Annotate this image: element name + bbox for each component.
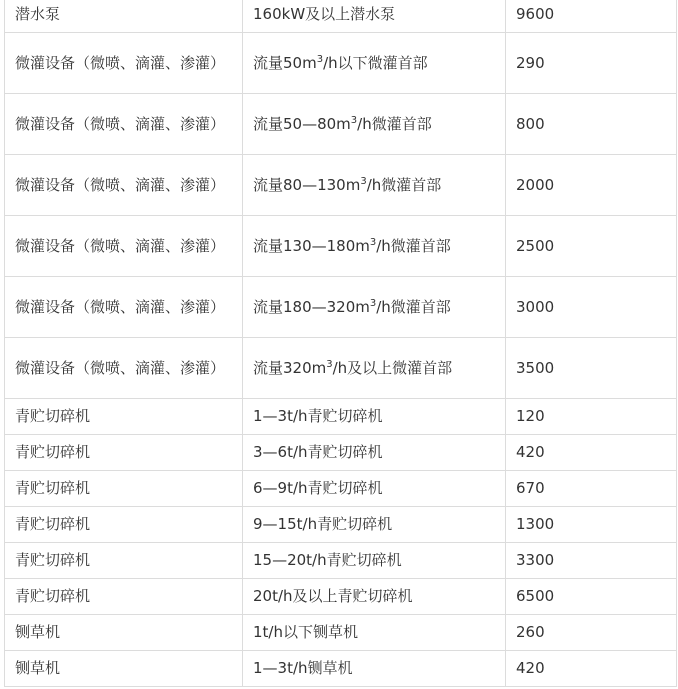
- amount-cell: 3300: [506, 543, 677, 579]
- spec-cell: [243, 0, 506, 33]
- item-name-cell: 青贮切碎机: [5, 579, 243, 615]
- amount-cell: 6500: [506, 579, 677, 615]
- table-row: [5, 471, 677, 507]
- amount-cell: 800: [506, 94, 677, 155]
- spec-text: 流量130—180m: [253, 236, 370, 255]
- spec-cell: [243, 94, 506, 155]
- spec-cell: [243, 507, 506, 543]
- item-name-cell: 微灌设备（微喷、滴灌、渗灌）: [5, 94, 243, 155]
- spec-cell: [243, 338, 506, 399]
- table-row: [5, 579, 677, 615]
- amount-cell: 420: [506, 435, 677, 471]
- spec-text: 9—15t/h青贮切碎机: [253, 515, 393, 533]
- spec-superscript: 3: [360, 175, 367, 187]
- spec-superscript: 3: [369, 297, 377, 309]
- spec-text: 160kW及以上潜水泵: [253, 5, 396, 23]
- spec-superscript: 3: [316, 53, 324, 65]
- table-row: [5, 435, 677, 471]
- spec-text: 15—20t/h青贮切碎机: [253, 551, 402, 569]
- spec-text: 1—3t/h铡草机: [253, 659, 353, 677]
- item-name-cell: 青贮切碎机: [5, 507, 243, 543]
- spec-cell: [243, 579, 506, 615]
- spec-text: 1—3t/h青贮切碎机: [253, 407, 383, 425]
- item-name-cell: 微灌设备（微喷、滴灌、渗灌）: [5, 277, 243, 338]
- spec-cell: [243, 277, 506, 338]
- table-row: [5, 338, 677, 399]
- amount-cell: 3000: [506, 277, 677, 338]
- spec-text: 20t/h及以上青贮切碎机: [253, 587, 413, 605]
- item-name-cell: 铡草机: [5, 615, 243, 651]
- item-name-cell: 微灌设备（微喷、滴灌、渗灌）: [5, 33, 243, 94]
- subsidy-table: [4, 0, 677, 687]
- amount-cell: 670: [506, 471, 677, 507]
- amount-cell: 3500: [506, 338, 677, 399]
- spec-superscript: 3: [326, 358, 333, 370]
- table-row: [5, 216, 677, 277]
- spec-text-after: /h微灌首部: [376, 297, 451, 316]
- spec-text: 流量80—130m: [253, 175, 361, 194]
- table-row: [5, 0, 677, 33]
- table-row: [5, 615, 677, 651]
- table-row: [5, 399, 677, 435]
- amount-cell: 9600: [506, 0, 677, 33]
- item-name-cell: 青贮切碎机: [5, 435, 243, 471]
- spec-cell: [243, 216, 506, 277]
- spec-text: 流量50—80m: [253, 114, 351, 133]
- item-name-cell: 青贮切碎机: [5, 543, 243, 579]
- item-name-cell: 微灌设备（微喷、滴灌、渗灌）: [5, 216, 243, 277]
- amount-cell: 2500: [506, 216, 677, 277]
- spec-cell: [243, 435, 506, 471]
- spec-text-after: /h微灌首部: [366, 175, 442, 194]
- spec-text-after: /h及以上微灌首部: [332, 358, 453, 377]
- item-name-cell: 微灌设备（微喷、滴灌、渗灌）: [5, 338, 243, 399]
- table-row: [5, 651, 677, 687]
- spec-text: 流量320m: [253, 358, 327, 377]
- spec-text-after: /h以下微灌首部: [323, 53, 428, 72]
- amount-cell: 260: [506, 615, 677, 651]
- item-name-cell: 铡草机: [5, 651, 243, 687]
- spec-text: 6—9t/h青贮切碎机: [253, 479, 383, 497]
- amount-cell: 290: [506, 33, 677, 94]
- spec-superscript: 3: [369, 236, 377, 248]
- table-row: [5, 277, 677, 338]
- item-name-cell: 潜水泵: [5, 0, 243, 33]
- spec-text: 流量50m: [253, 53, 317, 72]
- spec-cell: [243, 651, 506, 687]
- table-row: [5, 155, 677, 216]
- spec-cell: [243, 615, 506, 651]
- spec-superscript: 3: [350, 114, 358, 126]
- spec-cell: [243, 155, 506, 216]
- amount-cell: 2000: [506, 155, 677, 216]
- table-row: [5, 94, 677, 155]
- spec-cell: [243, 399, 506, 435]
- spec-text: 1t/h以下铡草机: [253, 623, 358, 641]
- amount-cell: 420: [506, 651, 677, 687]
- table-row: [5, 543, 677, 579]
- item-name-cell: 青贮切碎机: [5, 471, 243, 507]
- table-row: [5, 507, 677, 543]
- item-name-cell: 微灌设备（微喷、滴灌、渗灌）: [5, 155, 243, 216]
- spec-cell: [243, 471, 506, 507]
- spec-text: 3—6t/h青贮切碎机: [253, 443, 383, 461]
- item-name-cell: 青贮切碎机: [5, 399, 243, 435]
- table-row: [5, 33, 677, 94]
- spec-text: 流量180—320m: [253, 297, 370, 316]
- spec-text-after: /h微灌首部: [376, 236, 451, 255]
- amount-cell: 1300: [506, 507, 677, 543]
- spec-text-after: /h微灌首部: [357, 114, 432, 133]
- amount-cell: 120: [506, 399, 677, 435]
- spec-cell: [243, 33, 506, 94]
- spec-cell: [243, 543, 506, 579]
